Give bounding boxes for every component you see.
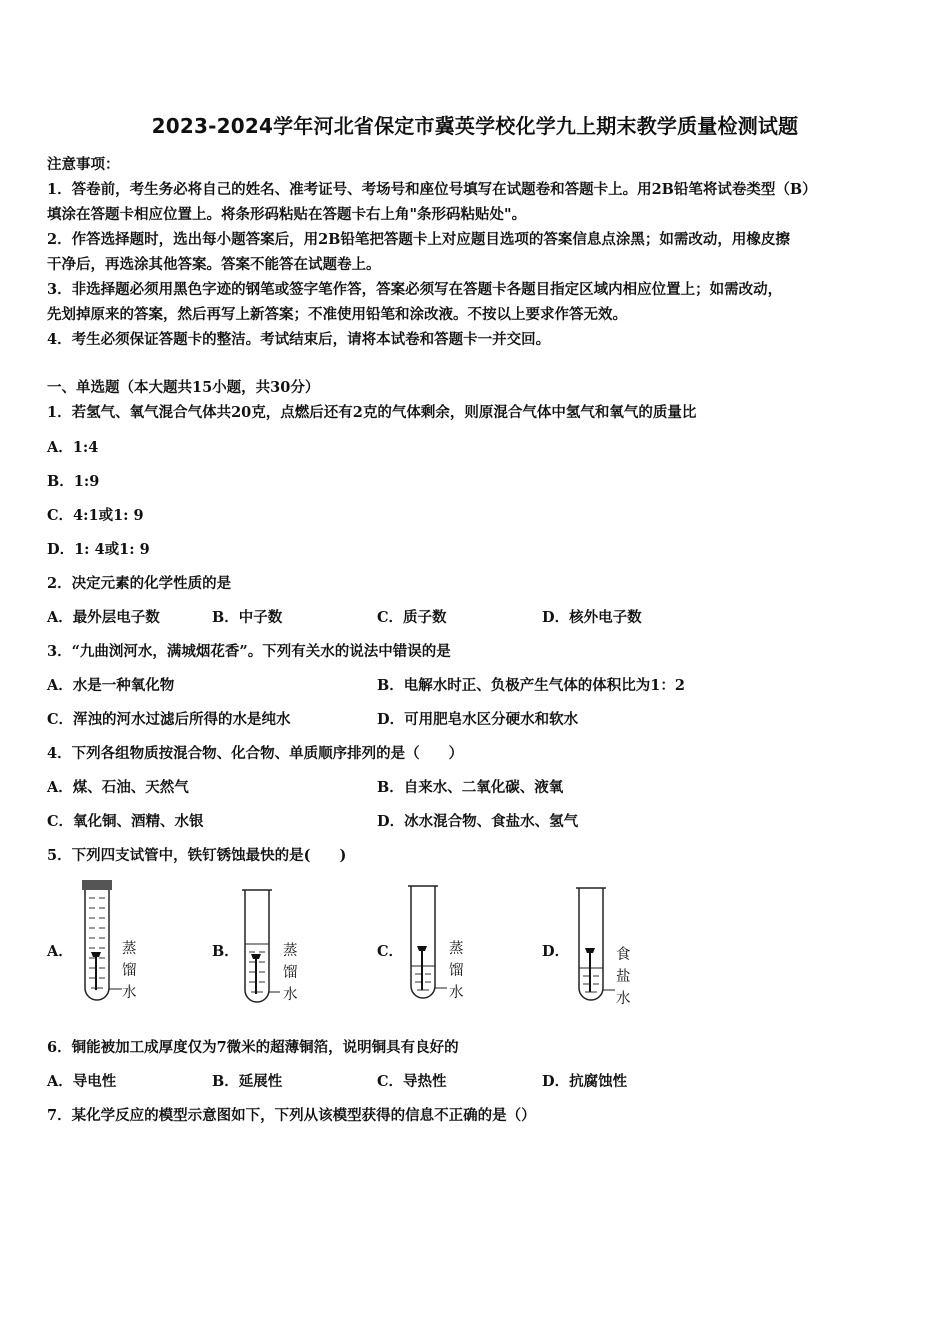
notice-heading: 注意事项： <box>47 156 120 173</box>
tube-d-liquid-label: 食 盐 水 <box>616 947 631 1007</box>
q6-option-c[interactable]: C．导热性 <box>377 1073 447 1090</box>
notice-block <box>47 152 907 352</box>
notice-item: 1．答卷前，考生务必将自己的姓名、准考证号、考场号和座位号填写在试题卷和答题卡上。用2B铅笔将试卷类型（B） <box>47 181 817 198</box>
question-3-stem: 3．“九曲浏河水，满城烟花香”。下列有关水的说法中错误的是 <box>47 643 451 660</box>
q3-option-a[interactable]: A．水是一种氧化物 <box>47 677 175 694</box>
question-5-stem: 5．下列四支试管中，铁钉锈蚀最快的是( ) <box>47 847 347 864</box>
test-tube-a-figure <box>78 878 148 1010</box>
rubber-stopper-icon <box>82 880 112 890</box>
q5-option-d[interactable]: D． <box>542 943 570 960</box>
question-2-stem: 2．决定元素的化学性质的是 <box>47 575 232 592</box>
q4-option-d[interactable]: D．冰水混合物、食盐水、氢气 <box>377 813 579 830</box>
question-1-stem: 1．若氢气、氧气混合气体共20克，点燃后还有2克的气体剩余，则原混合气体中氢气和氧气的质量比 <box>47 404 697 421</box>
q5-option-c[interactable]: C． <box>377 943 404 960</box>
q1-option-b[interactable]: B．1:9 <box>47 473 100 490</box>
notice-item: 填涂在答题卡相应位置上。将条形码粘贴在答题卡右上角"条形码粘贴处"。 <box>47 206 527 223</box>
q5-option-a[interactable]: A． <box>47 943 73 960</box>
q3-option-c[interactable]: C．浑浊的河水过滤后所得的水是纯水 <box>47 711 291 728</box>
question-7-stem: 7．某化学反应的模型示意图如下，下列从该模型获得的信息不正确的是（） <box>47 1107 536 1124</box>
q1-option-c[interactable]: C．4:1或1: 9 <box>47 507 144 524</box>
q1-option-a[interactable]: A．1:4 <box>47 439 99 456</box>
q4-option-b[interactable]: B．自来水、二氧化碳、液氧 <box>377 779 564 796</box>
q2-option-b[interactable]: B．中子数 <box>212 609 283 626</box>
q6-option-a[interactable]: A．导电性 <box>47 1073 117 1090</box>
tube-a-liquid-label: 蒸 馏 水 <box>122 941 137 1001</box>
tube-c-liquid-label: 蒸 馏 水 <box>449 941 464 1001</box>
q3-option-b[interactable]: B．电解水时正、负极产生气体的体积比为1：2 <box>377 677 685 694</box>
page-title: 2023-2024学年河北省保定市冀英学校化学九上期末教学质量检测试题 <box>151 114 799 138</box>
notice-item: 4．考生必须保证答题卡的整洁。考试结束后，请将本试卷和答题卡一并交回。 <box>47 331 551 348</box>
notice-item: 3．非选择题必须用黑色字迹的钢笔或签字笔作答，答案必须写在答题卡各题目指定区域内相应位置上；如需改动， <box>47 281 783 298</box>
q5-option-b[interactable]: B． <box>212 943 239 960</box>
notice-item: 干净后，再选涂其他答案。答案不能答在试题卷上。 <box>47 256 381 273</box>
question-6-stem: 6．铜能被加工成厚度仅为7微米的超薄铜箔，说明铜具有良好的 <box>47 1039 459 1056</box>
q2-option-d[interactable]: D．核外电子数 <box>542 609 642 626</box>
question-4-stem: 4．下列各组物质按混合物、化合物、单质顺序排列的是（ ） <box>47 745 464 762</box>
q6-option-d[interactable]: D．抗腐蚀性 <box>542 1073 628 1090</box>
q6-option-b[interactable]: B．延展性 <box>212 1073 283 1090</box>
notice-item: 2．作答选择题时，选出每小题答案后，用2B铅笔把答题卡上对应题目选项的答案信息点涂黑；如需改动，用橡皮擦 <box>47 231 790 248</box>
q4-option-c[interactable]: C．氧化铜、酒精、水银 <box>47 813 204 830</box>
q4-option-a[interactable]: A．煤、石油、天然气 <box>47 779 189 796</box>
q2-option-a[interactable]: A．最外层电子数 <box>47 609 160 626</box>
q2-option-c[interactable]: C．质子数 <box>377 609 447 626</box>
q3-option-d[interactable]: D．可用肥皂水区分硬水和软水 <box>377 711 579 728</box>
tube-b-liquid-label: 蒸 馏 水 <box>283 943 298 1003</box>
notice-item: 先划掉原来的答案，然后再写上新答案；不准使用铅笔和涂改液。不按以上要求作答无效。 <box>47 306 627 323</box>
q1-option-d[interactable]: D．1: 4或1: 9 <box>47 541 150 558</box>
section-heading: 一、单选题（本大题共15小题，共30分） <box>47 379 320 396</box>
